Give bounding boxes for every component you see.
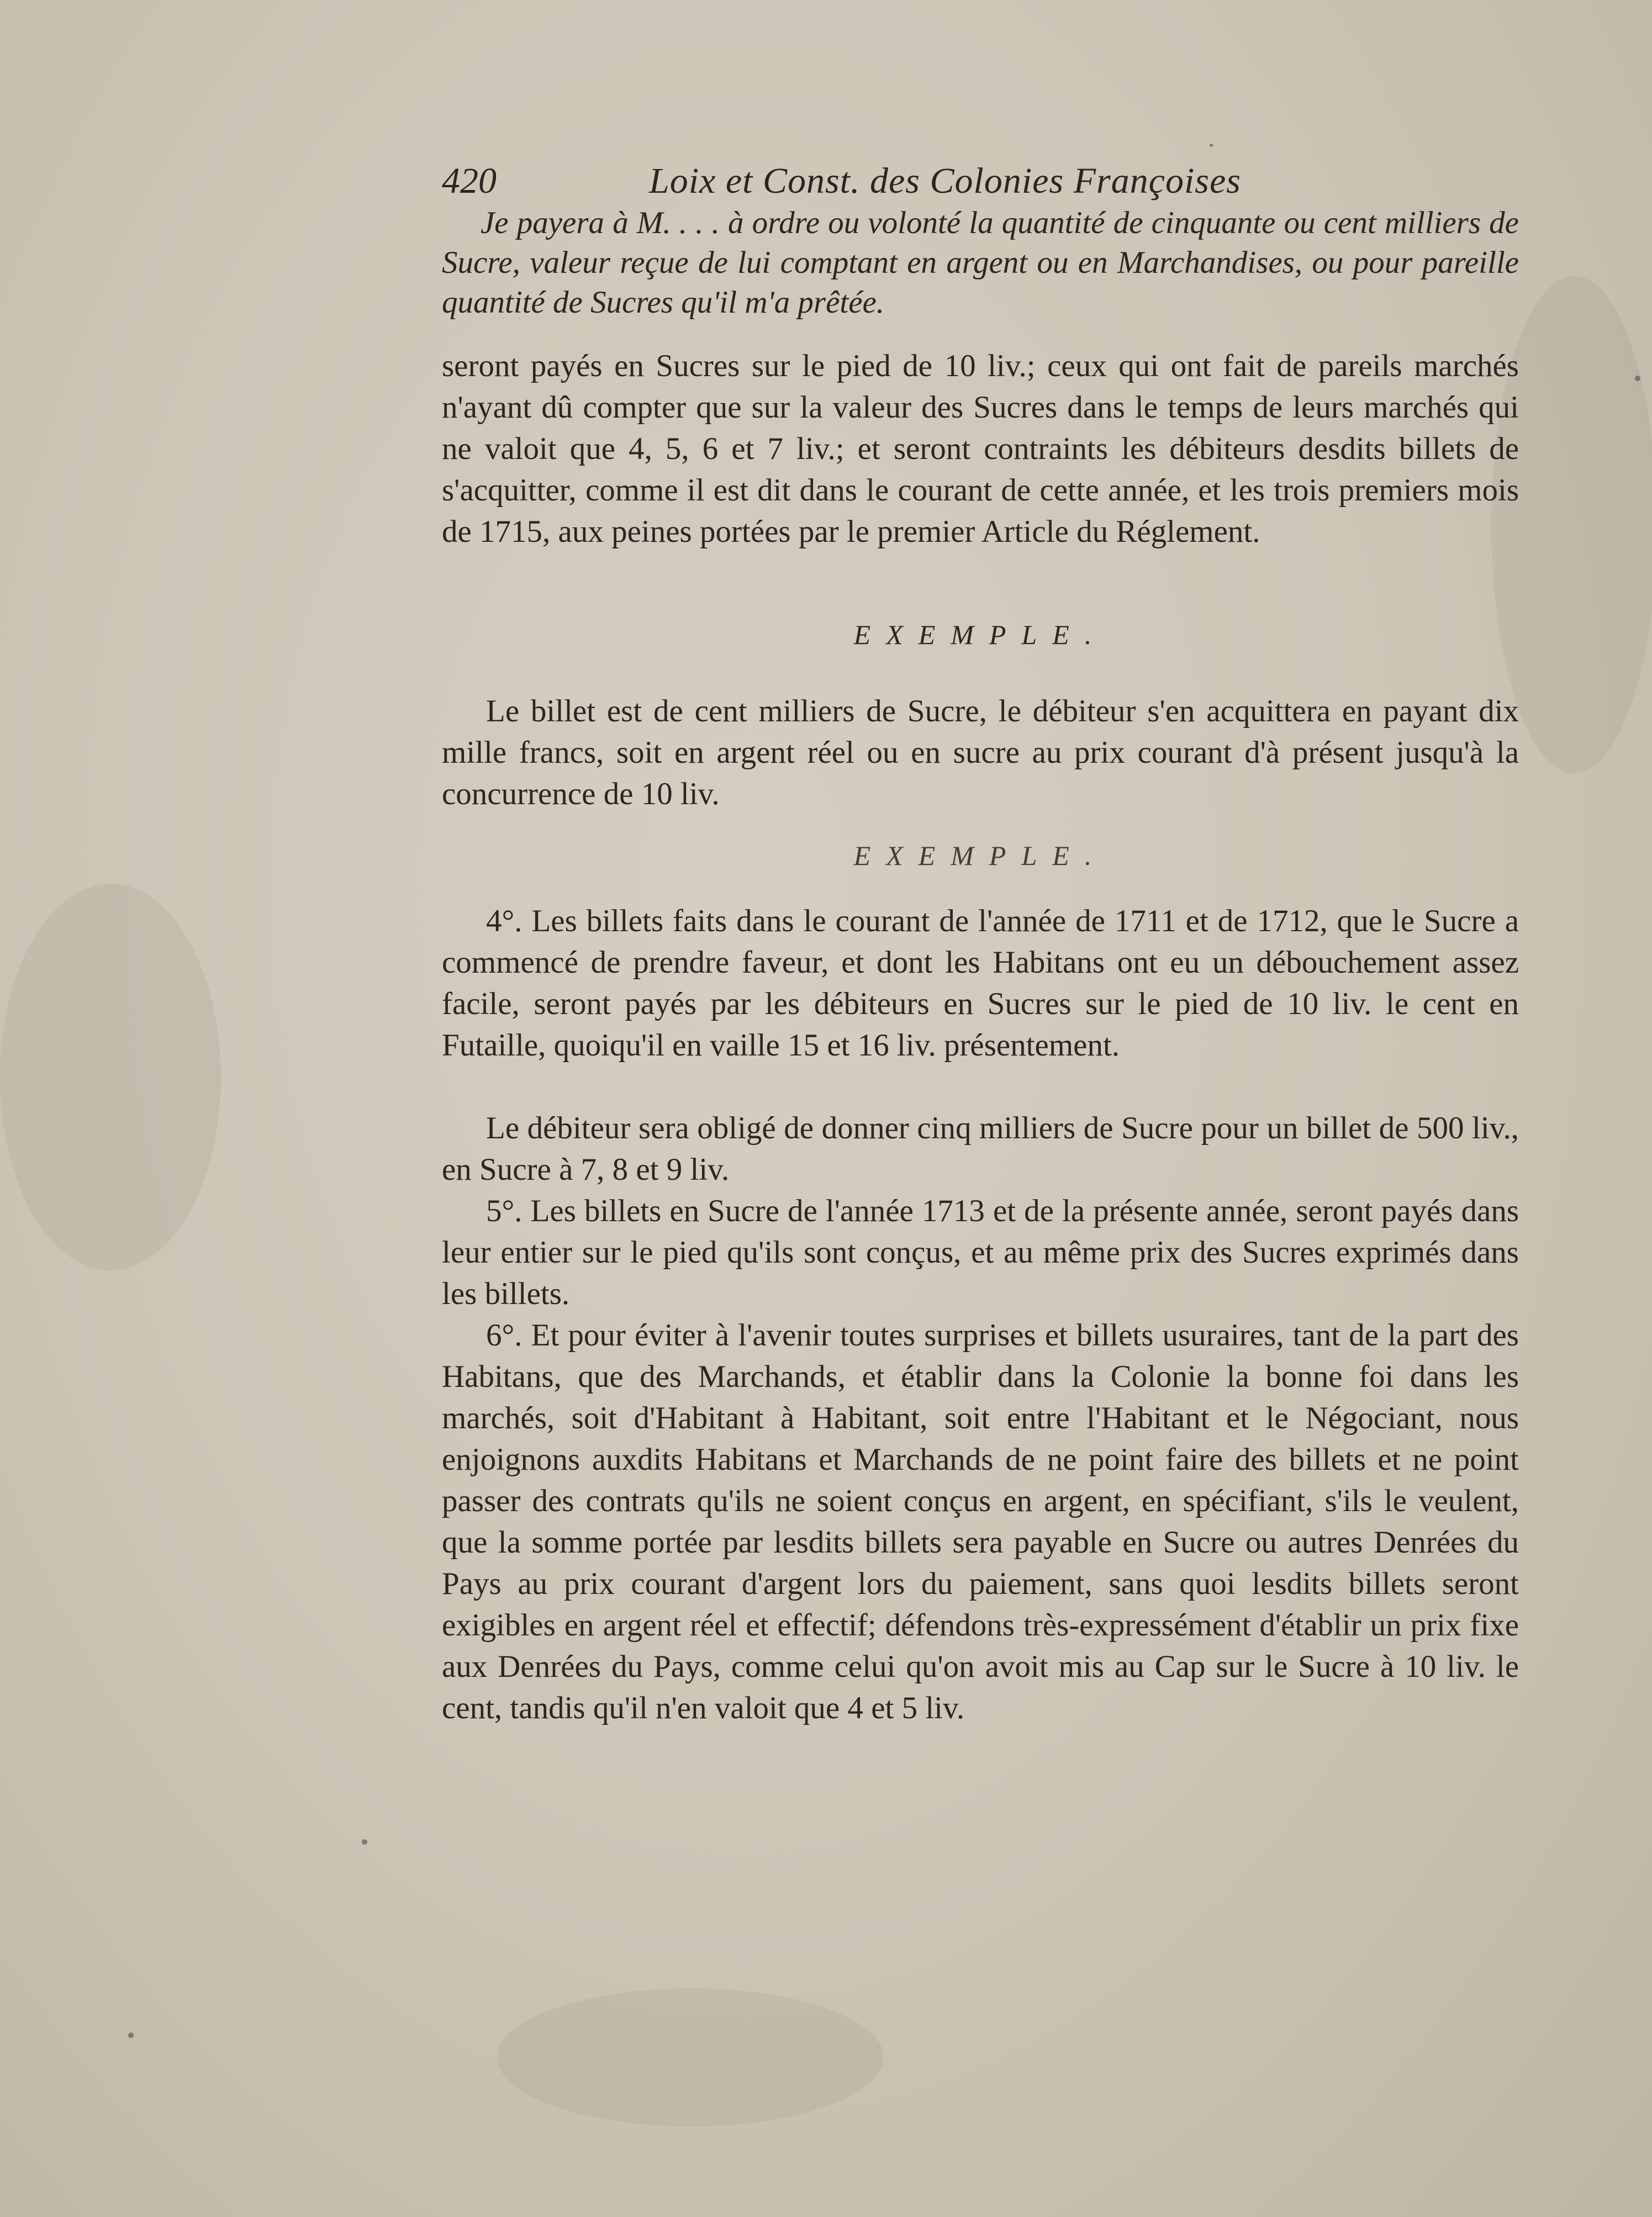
paragraph: 6°. Et pour éviter à l'avenir toutes surprises et billets usuraires, tant de la part des Habitans, que des Marchands, et établir dans la Colonie la bonne foi dans les marchés, soit d'Habitant à Habitant, soit entre l'Habitant et le Négociant, nous enjoignons auxdits Habitans et Marchands de ne point faire des billets et ne point passer des contrats qu'ils ne soient conçus en argent, en spécifiant, s'ils le veulent, que la somme portée par lesdits billets sera payable en Sucre ou autres Denrées du Pays au prix courant d'argent lors du paiement, sans quoi lesdits billets seront exigibles en argent réel et effectif; défendons très-expressément d'établir un prix fixe aux Denrées du Pays, comme celui qu'on avoit mis au Cap sur le Sucre à 10 liv. le cent, tandis qu'il n'en valoit que 4 et 5 liv. [442, 1318, 1519, 1725]
paragraph: 5°. Les billets en Sucre de l'année 1713 et de la présente année, seront payés dans leur entier sur le pied qu'ils sont conçus, et au même prix des Sucres exprimés dans les billets. [442, 1194, 1519, 1311]
paper-speck [1210, 144, 1213, 147]
page-header [442, 160, 1270, 204]
section-heading: EXEMPLE. [853, 840, 1107, 871]
paragraph: 4°. Les billets faits dans le courant de l'année de 1711 et de 1712, que le Sucre a commencé de prendre faveur, et dont les Habitans ont eu un débouchement assez facile, seront payés par les débiteurs en Sucres sur le pied de 10 liv. le cent en Futaille, quoiqu'il en vaille 15 et 16 liv. présentement. [442, 904, 1519, 1063]
page-number: 420 [442, 161, 497, 201]
paper-speck [128, 2033, 134, 2038]
paper-speck [1635, 376, 1640, 381]
paragraph: Le débiteur sera obligé de donner cinq milliers de Sucre pour un billet de 500 liv., en Sucre à 7, 8 et 9 liv. [442, 1111, 1519, 1187]
paragraph: seront payés en Sucres sur le pied de 10 liv.; ceux qui ont fait de pareils marchés n'ayant dû compter que sur la valeur des Sucres dans le temps de leurs marchés qui ne valoit que 4, 5, 6 et 7 liv.; et seront contraints les débiteurs desdits billets de s'acquitter, comme il est dit dans le courant de cette année, et les trois premiers mois de 1715, aux peines portées par le premier Article du Réglement. [442, 349, 1519, 549]
paper-stain [497, 1988, 884, 2126]
paragraph: Le billet est de cent milliers de Sucre, le débiteur s'en acquittera en payant dix mille francs, soit en argent réel ou en sucre au prix courant d'à présent jusqu'à la concurrence de 10 liv. [442, 694, 1519, 811]
running-title: Loix et Const. des Colonies Françoises [649, 161, 1241, 201]
paper-stain [0, 884, 221, 1270]
section-heading: EXEMPLE. [853, 619, 1107, 650]
paper-speck [362, 1839, 367, 1845]
quoted-note: Je payera à M. . . . à ordre ou volonté la quantité de cinquante ou cent milliers de Sucre, valeur reçue de lui comptant en argent ou en Marchandises, ou pour pareille quantité de Sucres qu'il m'a prêtée. [442, 205, 1519, 320]
